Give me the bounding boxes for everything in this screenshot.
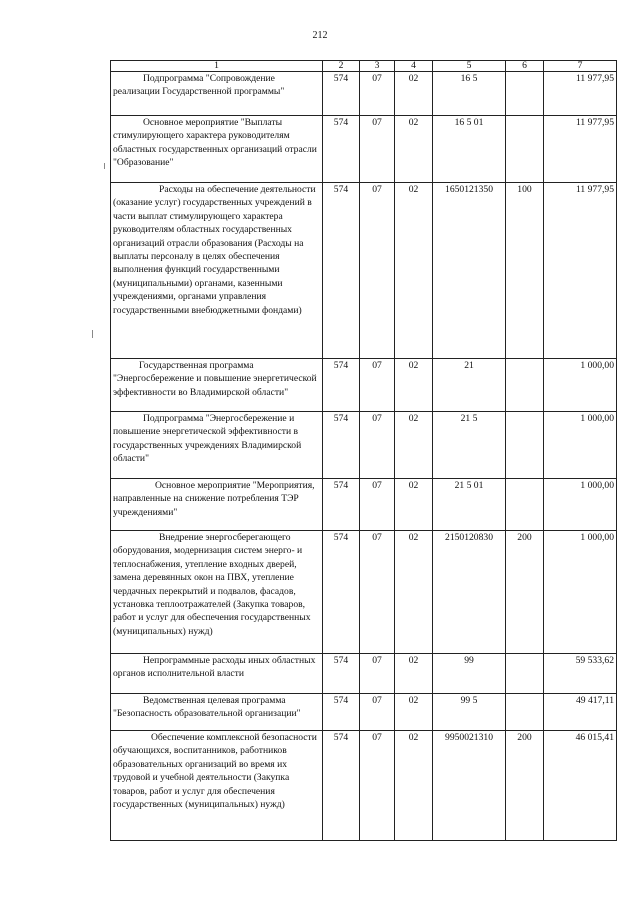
row-code-3: 07: [360, 479, 395, 531]
row-code-6: [506, 694, 544, 731]
header-cell: 1: [111, 61, 323, 72]
row-code-5: 1650121350: [433, 183, 506, 359]
table-row: [111, 654, 617, 694]
row-code-5: 16 5 01: [433, 116, 506, 183]
row-code-4: 02: [395, 654, 433, 694]
row-code-3: 07: [360, 359, 395, 412]
scan-artifact: [92, 330, 93, 338]
row-code-6: [506, 654, 544, 694]
row-code-3: 07: [360, 731, 395, 841]
row-code-4: 02: [395, 479, 433, 531]
row-code-4: 02: [395, 731, 433, 841]
row-code-4: 02: [395, 183, 433, 359]
row-amount: 11 977,95: [544, 183, 617, 359]
row-amount: 1 000,00: [544, 412, 617, 479]
header-cell: 4: [395, 61, 433, 72]
row-amount: 1 000,00: [544, 359, 617, 412]
row-name: Внедрение энергосберегающего оборудования, модернизация систем энерго- и теплоснабжения, утепление входных дверей, замена деревянных окон на ПВХ, утепление чердачных перекрытий и подвалов, фасадов, установка теплоотражателей (Закупка товаров, работ и услуг для обеспечения государственных (муниципальных) нужд): [111, 531, 323, 654]
row-code-5: 21 5 01: [433, 479, 506, 531]
row-code-2: 574: [323, 183, 360, 359]
header-cell: 6: [506, 61, 544, 72]
table-row: [111, 359, 617, 412]
row-code-4: 02: [395, 359, 433, 412]
row-code-3: 07: [360, 72, 395, 116]
row-code-2: 574: [323, 531, 360, 654]
row-code-5: 9950021310: [433, 731, 506, 841]
row-code-4: 02: [395, 694, 433, 731]
row-amount: 11 977,95: [544, 116, 617, 183]
row-amount: 1 000,00: [544, 531, 617, 654]
row-name: Расходы на обеспечение деятельности (оказание услуг) государственных учреждений в части выплат стимулирующего характера руководителям областных государственных организаций отрасли образования (Расходы на выплаты персоналу в целях обеспечения выполнения функций государственными (муниципальными) органами, казенными учреждениями, органами управления государственными внебюджетными фондами): [111, 183, 323, 359]
row-code-3: 07: [360, 654, 395, 694]
row-code-4: 02: [395, 72, 433, 116]
table-row: [111, 694, 617, 731]
header-row: [111, 61, 617, 72]
row-code-2: 574: [323, 72, 360, 116]
row-amount: 59 533,62: [544, 654, 617, 694]
row-amount: 46 015,41: [544, 731, 617, 841]
budget-table: [110, 60, 617, 841]
row-code-2: 574: [323, 654, 360, 694]
row-amount: 49 417,11: [544, 694, 617, 731]
header-cell: 3: [360, 61, 395, 72]
row-code-3: 07: [360, 183, 395, 359]
row-code-6: [506, 116, 544, 183]
row-name: Подпрограмма "Энергосбережение и повышение энергетической эффективности в государственных учреждениях Владимирской области": [111, 412, 323, 479]
row-code-6: 200: [506, 731, 544, 841]
table-row: [111, 479, 617, 531]
row-code-6: [506, 72, 544, 116]
row-code-5: 99 5: [433, 694, 506, 731]
row-amount: 1 000,00: [544, 479, 617, 531]
row-code-2: 574: [323, 359, 360, 412]
scan-artifact: [104, 163, 105, 169]
row-code-6: 100: [506, 183, 544, 359]
row-code-5: 16 5: [433, 72, 506, 116]
row-name: Обеспечение комплексной безопасности обучающихся, воспитанников, работников образовательных организаций во время их трудовой и учебной деятельности (Закупка товаров, работ и услуг для обеспечения государственных (муниципальных) нужд): [111, 731, 323, 841]
header-cell: 7: [544, 61, 617, 72]
row-code-6: [506, 412, 544, 479]
row-code-6: [506, 359, 544, 412]
row-name: Основное мероприятие "Выплаты стимулирующего характера руководителям областных государственных организаций отрасли "Образование": [111, 116, 323, 183]
row-name: Непрограммные расходы иных областных органов исполнительной власти: [111, 654, 323, 694]
row-code-4: 02: [395, 531, 433, 654]
row-code-3: 07: [360, 694, 395, 731]
table-row: [111, 531, 617, 654]
row-code-5: 99: [433, 654, 506, 694]
row-code-6: [506, 479, 544, 531]
row-code-2: 574: [323, 479, 360, 531]
table-row: [111, 116, 617, 183]
header-cell: 2: [323, 61, 360, 72]
row-code-2: 574: [323, 694, 360, 731]
row-code-5: 21 5: [433, 412, 506, 479]
page-number: 212: [312, 30, 328, 41]
row-name: Государственная программа "Энергосбережение и повышение энергетической эффективности во Владимирской области": [111, 359, 323, 412]
table-row: [111, 731, 617, 841]
row-code-2: 574: [323, 116, 360, 183]
table-row: [111, 72, 617, 116]
row-name: Ведомственная целевая программа "Безопасность образовательной организации": [111, 694, 323, 731]
row-code-2: 574: [323, 412, 360, 479]
row-code-5: 2150120830: [433, 531, 506, 654]
row-amount: 11 977,95: [544, 72, 617, 116]
row-code-3: 07: [360, 116, 395, 183]
row-code-3: 07: [360, 531, 395, 654]
row-code-3: 07: [360, 412, 395, 479]
row-code-6: 200: [506, 531, 544, 654]
row-name: Подпрограмма "Сопровождение реализации Государственной программы": [111, 72, 323, 116]
row-code-2: 574: [323, 731, 360, 841]
row-code-4: 02: [395, 116, 433, 183]
row-name: Основное мероприятие "Мероприятия, направленные на снижение потребления ТЭР учреждениями": [111, 479, 323, 531]
header-cell: 5: [433, 61, 506, 72]
row-code-4: 02: [395, 412, 433, 479]
row-code-5: 21: [433, 359, 506, 412]
table-row: [111, 183, 617, 359]
table-row: [111, 412, 617, 479]
